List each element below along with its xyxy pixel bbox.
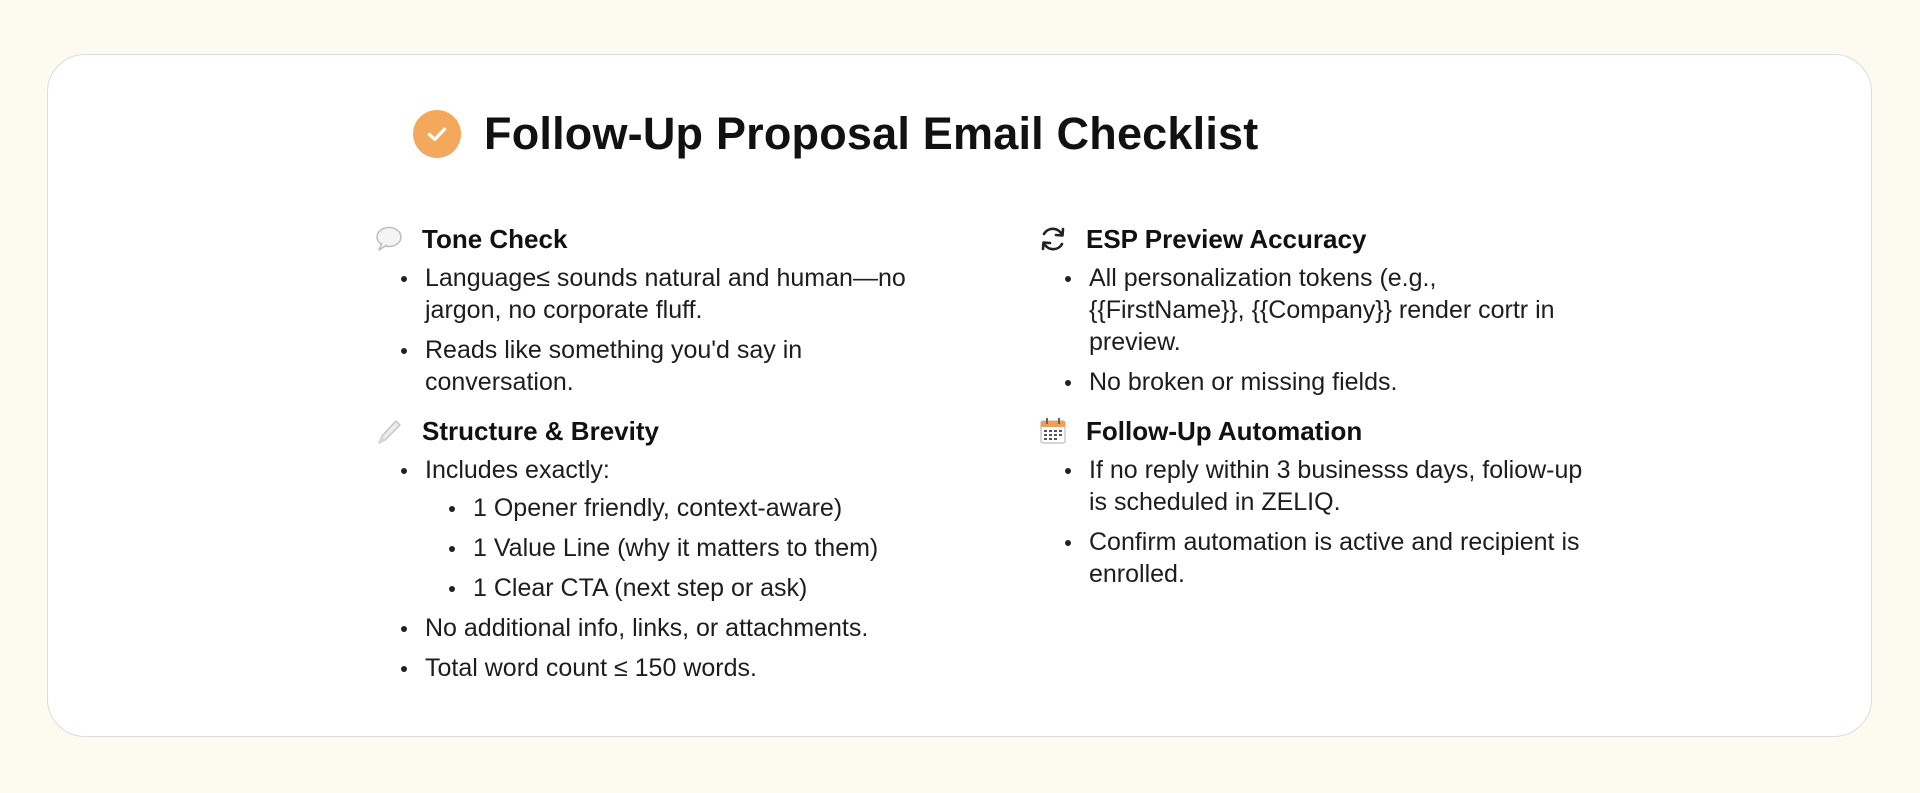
section-title: Follow-Up Automation	[1086, 415, 1363, 446]
pencil-icon	[372, 414, 406, 448]
right-column	[1036, 220, 1596, 604]
list-item-text: Includes exactly:	[425, 456, 610, 484]
header	[413, 104, 1258, 164]
list-item: Total word count ≤ 150 words.	[425, 652, 932, 684]
page-title: Follow-Up Proposal Email Checklist	[484, 108, 1259, 159]
list-item: All personalization tokens (e.g., {{FirstName}}, {{Company}} render cortr in preview.	[1089, 262, 1596, 358]
sub-list-item: 1 Clear CTA (next step or ask)	[473, 572, 932, 604]
list-item: Language≤ sounds natural and human—no jargon, no corporate fluff.	[425, 262, 932, 326]
speech-bubble-icon	[372, 222, 406, 256]
sub-list-item: 1 Value Line (why it matters to them)	[473, 532, 932, 564]
list-item: No additional info, links, or attachments.	[425, 612, 932, 644]
list-item: Reads like something you'd say in conversation.	[425, 334, 932, 398]
sub-list-item: 1 Opener friendly, context-aware)	[473, 492, 932, 524]
section-esp-preview	[1036, 220, 1596, 398]
list-item: If no reply within 3 businesss days, foliow-up is scheduled in ZELIQ.	[1089, 454, 1596, 518]
list-item: Confirm automation is active and recipient is enrolled.	[1089, 526, 1596, 590]
section-structure-brevity	[372, 412, 932, 684]
calendar-icon	[1036, 414, 1070, 448]
section-title: Tone Check	[422, 223, 568, 254]
section-title: ESP Preview Accuracy	[1086, 223, 1367, 254]
section-follow-up-automation	[1036, 412, 1596, 590]
refresh-icon	[1036, 222, 1070, 256]
list-item	[425, 454, 932, 604]
left-column	[372, 220, 932, 698]
list-item: No broken or missing fields.	[1089, 366, 1596, 398]
section-tone-check	[372, 220, 932, 398]
check-circle-icon	[413, 110, 461, 158]
section-title: Structure & Brevity	[422, 415, 659, 446]
